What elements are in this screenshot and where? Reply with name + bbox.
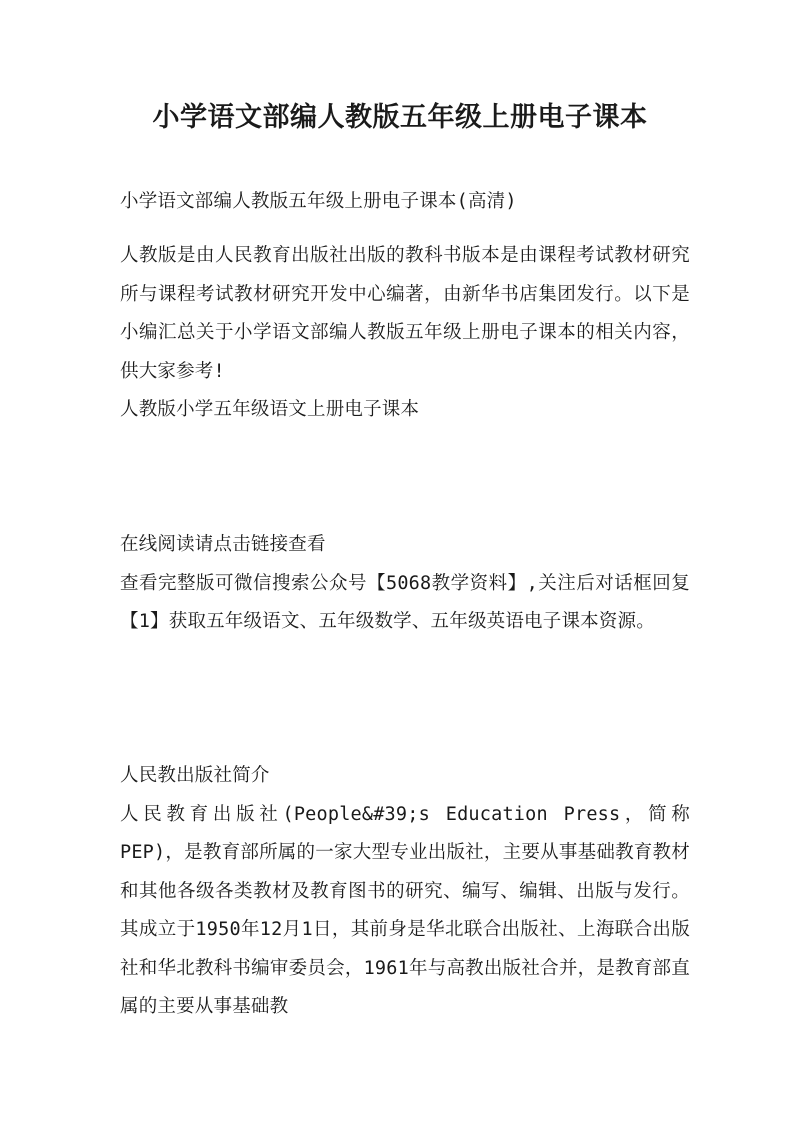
intro-heading: 人教版小学五年级语文上册电子课本 xyxy=(120,399,420,420)
press-intro-heading: 人民教出版社简介 xyxy=(120,765,270,786)
press-intro-section xyxy=(120,757,690,1027)
read-online-instructions: 查看完整版可微信搜索公众号【5068教学资料】,关注后对话框回复【1】获取五年级语文、五年级数学、五年级英语电子课本资源。 xyxy=(120,572,690,632)
subtitle-paragraph: 小学语文部编人教版五年级上册电子课本(高清) xyxy=(120,191,517,212)
document-title: 小学语文部编人教版五年级上册电子课本 xyxy=(152,102,648,133)
intro-section xyxy=(120,237,690,430)
press-intro-paragraph: 人民教育出版社(People&#39;s Education Press，简称PEP)，是教育部所属的一家大型专业出版社，主要从事基础教育教材和其他各级各类教材及教育图书的研究、编写、编辑、出版与发行。其成立于1950年12月1日，其前身是华北联合出版社、上海联合出版社和华北教科书编审委员会，1961年与高教出版社合并，是教育部直属的主要从事基础教 xyxy=(120,803,690,1017)
intro-paragraph: 人教版是由人民教育出版社出版的教科书版本是由课程考试教材研究所与课程考试教材研究开发中心编著，由新华书店集团发行。以下是小编汇总关于小学语文部编人教版五年级上册电子课本的相关内容，供大家参考! xyxy=(120,245,690,382)
read-online-section xyxy=(120,526,690,642)
read-online-link-text: 在线阅读请点击链接查看 xyxy=(120,534,326,555)
document-subtitle xyxy=(120,183,690,222)
